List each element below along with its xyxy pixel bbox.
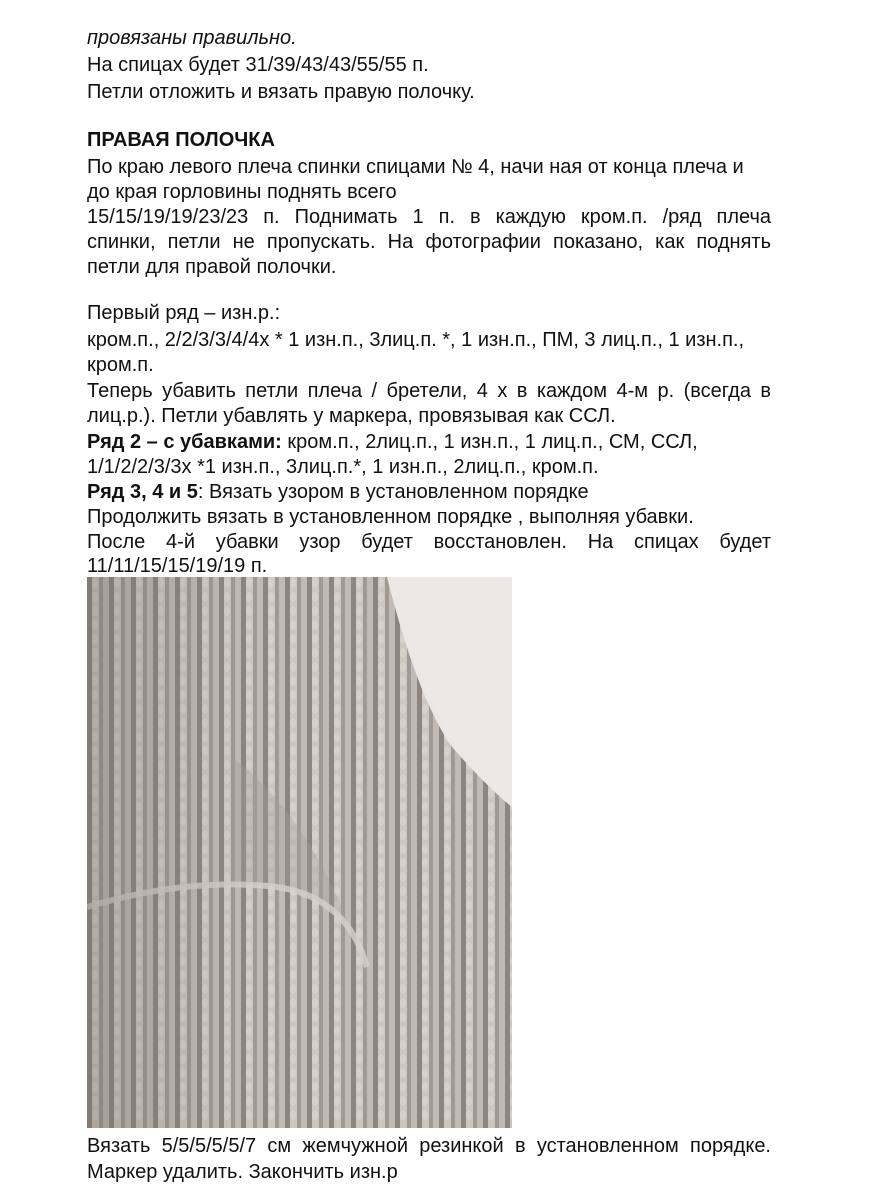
decrease-line-2: лиц.р.). Петли убавлять у маркера, провязывая как ССЛ. (87, 405, 616, 427)
continue-line: Продолжить вязать в установленном порядке , выполняя убавки. (87, 506, 694, 528)
decrease-line-1: Теперь убавить петли плеча / бретели, 4 х в каждом 4-м р. (всегда в (87, 380, 771, 402)
section-title: ПРАВАЯ ПОЛОЧКА (87, 129, 275, 151)
after-decrease-line-1: После 4-й убавки узор будет восстановлен. На спицах будет (87, 531, 771, 553)
row-2-text-1: кром.п., 2лиц.п., 1 изн.п., 1 лиц.п., СМ, ССЛ, (281, 431, 698, 453)
row-2-label: Ряд 2 – с убавками: (87, 431, 282, 453)
closing-line-2: Маркер удалить. Закончить изн.р (87, 1161, 398, 1183)
row-2-line-2: 1/1/2/2/3/3х *1 изн.п., 3лиц.п.*, 1 изн.п., 2лиц.п., кром.п. (87, 456, 599, 478)
intro-line-1: По краю левого плеча спинки спицами № 4, начи ная от конца плеча и (87, 156, 744, 178)
row-2-line-1 (87, 430, 698, 454)
intro-line-3: 15/15/19/19/23/23 п. Поднимать 1 п. в каждую кром.п. /ряд плеча (87, 206, 771, 228)
first-row-line-2: кром.п. (87, 354, 154, 376)
closing-line-1: Вязать 5/5/5/5/5/7 см жемчужной резинкой в установленном порядке. (87, 1135, 771, 1157)
continuation-line: провязаны правильно. (87, 27, 297, 49)
first-row-title: Первый ряд – изн.р.: (87, 302, 281, 324)
intro-line-5: петли для правой полочки. (87, 256, 337, 278)
intro-line-2: до края горловины поднять всего (87, 181, 397, 203)
knitting-photo (87, 577, 512, 1128)
photo-shading (87, 577, 512, 1128)
row-345-label: Ряд 3, 4 и 5 (87, 481, 198, 503)
stitch-count-line: На спицах будет 31/39/43/43/55/55 п. (87, 54, 429, 76)
row-345-text: : Вязать узором в установленном порядке (197, 481, 589, 503)
knitted-fabric-image (87, 577, 512, 1128)
set-aside-line: Петли отложить и вязать правую полочку. (87, 81, 475, 103)
row-345-line (87, 480, 589, 504)
after-decrease-line-2: 11/11/15/15/19/19 п. (87, 555, 268, 577)
intro-line-4: спинки, петли не пропускать. На фотографии показано, как поднять (87, 231, 771, 253)
first-row-line-1: кром.п., 2/2/3/3/4/4х * 1 изн.п., 3лиц.п. *, 1 изн.п., ПМ, 3 лиц.п., 1 изн.п., (87, 329, 745, 351)
